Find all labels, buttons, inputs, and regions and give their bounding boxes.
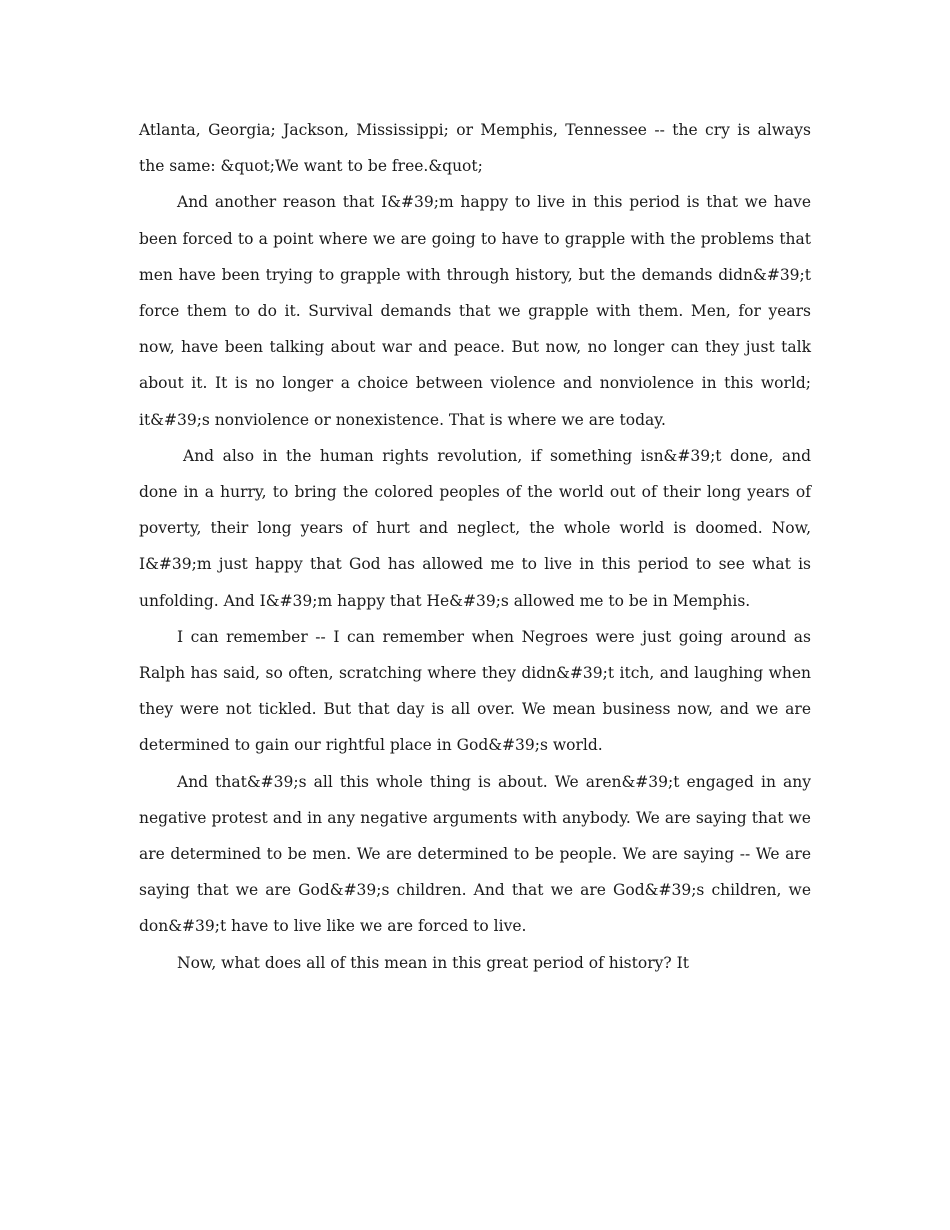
paragraph-2: And another reason that I&#39;m happy to live in this period is that we have been forced to a point where we are going to have to grapple with the problems that men have been trying to grapple with through history, but the demands didn&#39;t force them to do it. Survival demands that we grapple with them. Men, for years now, have been talking about war and peace. But now, no longer can they just talk about it. It is no longer a choice between violence and nonviolence in this world; it&#39;s nonviolence or nonexistence. That is where we are today.: [139, 193, 811, 429]
paragraph-3: And also in the human rights revolution, if something isn&#39;t done, and done in a hurry, to bring the colored peoples of the world out of their long years of poverty, their long years of hurt and neglect, the whole world is doomed. Now, I&#39;m just happy that God has allowed me to live in this period to see what is unfolding. And I&#39;m happy that He&#39;s allowed me to be in Memphis.: [139, 446, 811, 610]
paragraph-4: I can remember -- I can remember when Negroes were just going around as Ralph has said, so often, scratching where they didn&#39;t itch, and laughing when they were not tickled. But that day is all over. We mean business now, and we are determined to gain our rightful place in God&#39;s world.: [139, 627, 811, 755]
paragraph-1: Atlanta, Georgia; Jackson, Mississippi; or Memphis, Tennessee -- the cry is always the same: &quot;We want to be free.&quot;: [139, 121, 811, 176]
document-body: [139, 112, 811, 981]
paragraph-5: And that&#39;s all this whole thing is about. We aren&#39;t engaged in any negative protest and in any negative arguments with anybody. We are saying that we are determined to be men. We are determined to be people. We are saying -- We are saying that we are God&#39;s children. And that we are God&#39;s children, we don&#39;t have to live like we are forced to live.: [139, 772, 811, 936]
paragraph-6: Now, what does all of this mean in this great period of history? It: [177, 953, 689, 972]
